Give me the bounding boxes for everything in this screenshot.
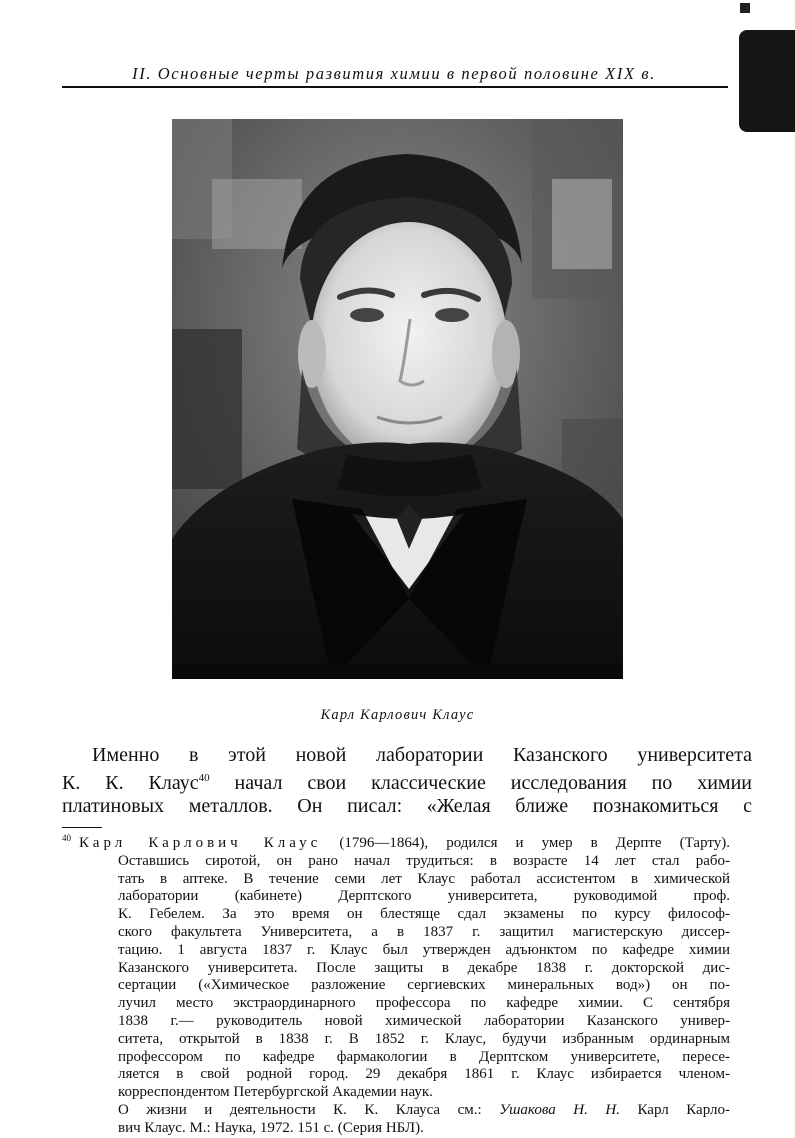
footnote-line: Казанского университета. После защиты в декабре 1838 г. докторской дис- (118, 959, 730, 976)
footnote-name: Карл Карлович Клаус (79, 835, 322, 851)
footnote-line: ского факультета Университета, а в 1837 г. защитил магистерскую диссер- (118, 923, 730, 940)
body-text-fragment: К. К. Клаус (62, 772, 199, 794)
page-edge-mark (740, 3, 750, 13)
portrait-image (172, 119, 623, 679)
footnote-source-line: вич Клаус. М.: Наука, 1972. 151 с. (Серия НБЛ). (118, 1119, 424, 1136)
portrait-photo (172, 119, 623, 679)
running-head: II. Основные черты развития химии в первой половине XIX в. (132, 64, 656, 83)
footnote-line: корреспондентом Петербургской Академии наук. (118, 1084, 433, 1101)
footnote-number: 40 (62, 833, 71, 843)
source-title: Карл Карло- (637, 1101, 730, 1118)
body-line: платиновых металлов. Он писал: «Желая ближе познакомиться с (62, 795, 752, 817)
footnote-line (62, 830, 730, 853)
footnote-line: К. Гебелем. За это время он блестяще сдал экзамены по курсу философ- (118, 906, 730, 923)
footnote-line: 1838 г.— руководитель новой химической лаборатории Казанского универ- (118, 1012, 730, 1029)
footnote-separator (62, 827, 102, 828)
figure-caption: Карл Карлович Клаус (320, 707, 475, 723)
footnote-line: ляется в свой родной город. 29 декабря 1861 г. Клаус избирается членом- (118, 1066, 730, 1083)
footnote-line: тацию. 1 августа 1837 г. Клаус был утвержден адъюнктом по кафедре химии (118, 941, 730, 958)
footnote-line: лучил место экстраординарного профессора по кафедре химии. С сентября (118, 995, 730, 1012)
source-author: Ушакова Н. Н. (499, 1101, 620, 1118)
footnote-text-fragment: (1796—1864), родился и умер в Дерпте (Тарту). (339, 835, 730, 851)
source-prefix: О жизни и деятельности К. К. Клауса см.: (118, 1101, 482, 1118)
page-edge-tab (739, 30, 795, 132)
footnote (62, 830, 730, 1138)
footnote-line: ситета, открытой в 1838 г. В 1852 г. Клаус, будучи избранным ординарным (118, 1030, 730, 1047)
header-rule (62, 86, 728, 88)
body-line (62, 767, 752, 795)
footnote-reference: 40 (198, 772, 210, 784)
footnote-source-line (62, 1102, 730, 1120)
footnote-line: сертации («Химическое разложение сергиевских минеральных вод») он по- (118, 977, 730, 994)
footnote-line: Оставшись сиротой, он рано начал трудиться: в возрасте 14 лет стал рабо- (118, 852, 730, 869)
footnote-line: лаборатории (кабинете) Дерптского университета, руководимой проф. (118, 888, 730, 905)
body-paragraph (62, 744, 752, 818)
body-text-fragment: начал свои классические исследования по химии (234, 772, 752, 794)
footnote-line: профессором по кафедре фармакологии в Дерптском университете, пересе- (118, 1048, 730, 1065)
footnote-line: тать в аптеке. В течение семи лет Клаус работал ассистентом в химической (118, 870, 730, 887)
body-line: Именно в этой новой лаборатории Казанского университета (92, 744, 752, 766)
